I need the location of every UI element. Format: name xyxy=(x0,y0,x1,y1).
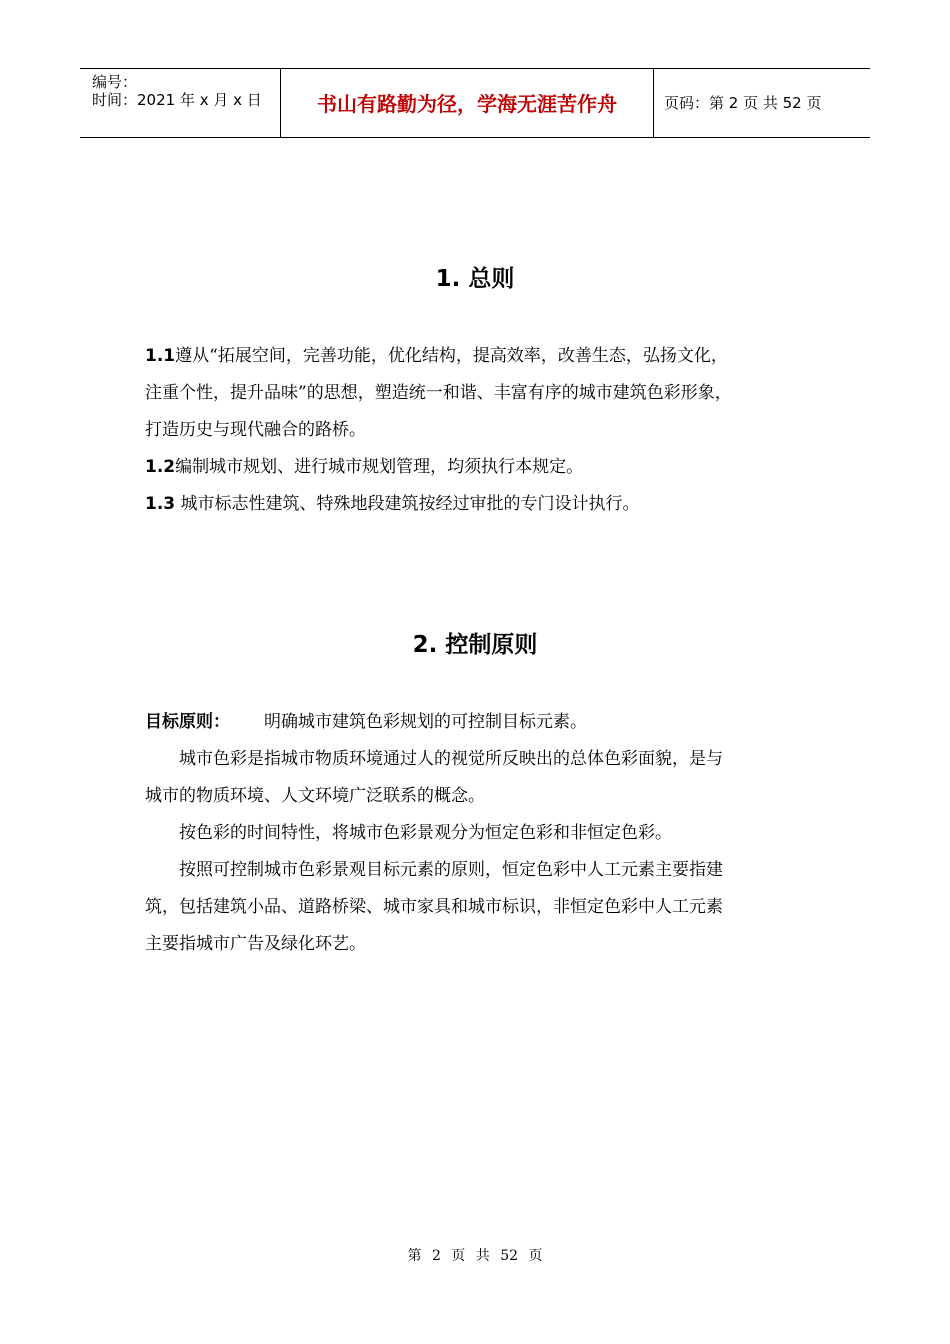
header-meta-cell xyxy=(80,69,281,137)
section2-body xyxy=(145,704,815,963)
clause-text: 注重个性，提升品味”的思想，塑造统一和谐、丰富有序的城市建筑色彩形象， xyxy=(145,383,732,403)
clause-text: 城市标志性建筑、特殊地段建筑按经过审批的专门设计执行。 xyxy=(175,494,640,514)
page-footer: 第 2 页 共 52 页 xyxy=(407,1248,543,1264)
header-page-cell xyxy=(654,69,870,137)
paragraph-line: 城市色彩是指城市物质环境通过人的视觉所反映出的总体色彩面貌，是与 xyxy=(179,749,723,769)
paragraph-line: 筑，包括建筑小品、道路桥梁、城市家具和城市标识，非恒定色彩中人工元素 xyxy=(145,897,723,917)
document-date: 时间：2021 年 x 月 x 日 xyxy=(92,91,262,109)
clause-1-3 xyxy=(145,486,815,523)
paragraph-line: 按色彩的时间特性，将城市色彩景观分为恒定色彩和非恒定色彩。 xyxy=(179,823,672,843)
page-header xyxy=(80,68,870,138)
paragraph-line: 主要指城市广告及绿化环艺。 xyxy=(145,934,366,954)
header-motto-cell xyxy=(281,69,654,137)
header-motto: 书山有路勤为径，学海无涯苦作舟 xyxy=(317,92,617,116)
header-page-info: 页码：第 2 页 共 52 页 xyxy=(664,94,822,112)
clause-1-1 xyxy=(145,338,815,449)
clause-number: 1.3 xyxy=(145,494,176,514)
clause-number: 1.2 xyxy=(145,457,176,477)
clause-text: 打造历史与现代融合的路桥。 xyxy=(145,420,366,440)
clause-number: 1.1 xyxy=(145,346,176,366)
paragraph-line: 城市的物质环境、人文环境广泛联系的概念。 xyxy=(145,786,485,806)
document-number-label: 编号： xyxy=(92,73,138,91)
clause-1-2 xyxy=(145,449,815,486)
section-heading-2: 2. 控制原则 xyxy=(412,632,538,658)
section-heading-1: 1. 总则 xyxy=(435,266,515,292)
clause-text: 遵从“拓展空间，完善功能，优化结构，提高效率，改善生态，弘扬文化， xyxy=(175,346,728,366)
paragraph-line: 按照可控制城市色彩景观目标元素的原则，恒定色彩中人工元素主要指建 xyxy=(179,860,723,880)
clause-text: 编制城市规划、进行城市规划管理，均须执行本规定。 xyxy=(175,457,584,477)
principle-text: 明确城市建筑色彩规划的可控制目标元素。 xyxy=(264,712,587,732)
principle-label: 目标原则： xyxy=(145,712,230,732)
